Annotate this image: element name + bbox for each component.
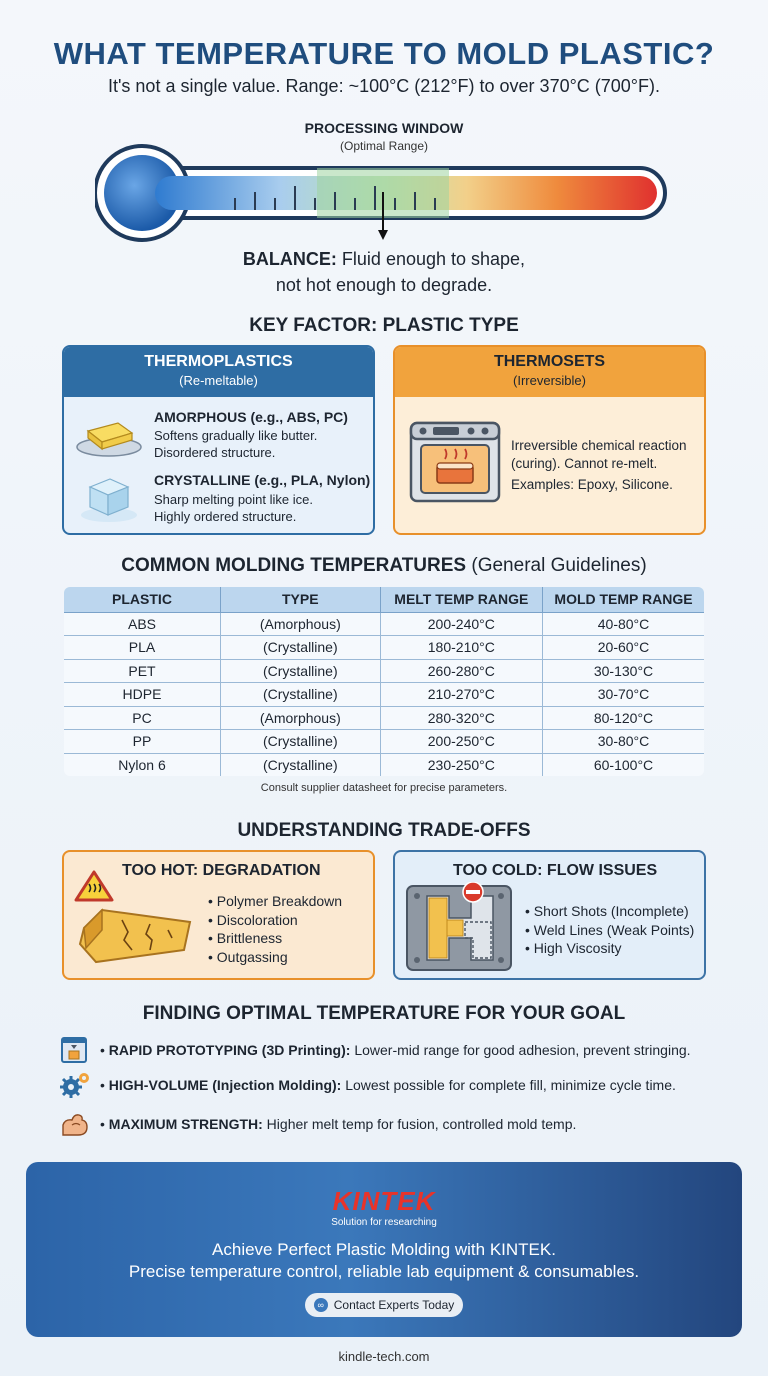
- goal-text: Higher melt temp for fusion, controlled mold temp.: [262, 1116, 577, 1132]
- thermoplastics-card: [62, 345, 375, 535]
- column-header: MOLD TEMP RANGE: [543, 586, 705, 612]
- too-cold-list: [525, 902, 694, 958]
- contact-experts-button[interactable]: [305, 1293, 463, 1317]
- goal-text: Lowest possible for complete fill, minimize cycle time.: [341, 1077, 676, 1093]
- table-cell: PC: [63, 706, 221, 730]
- table-cell: 30-70°C: [543, 683, 705, 707]
- website-link[interactable]: kindle-tech.com: [338, 1349, 430, 1364]
- amorphous-line-1: Softens gradually like butter.: [154, 428, 318, 443]
- table-cell: Nylon 6: [63, 753, 221, 777]
- table-note: Consult supplier datasheet for precise parameters.: [260, 782, 508, 794]
- banner-line-1: Achieve Perfect Plastic Molding with KINTEK.: [212, 1240, 556, 1259]
- table-row: [63, 730, 705, 754]
- goal-item-high-volume: • HIGH-VOLUME (Injection Molding): Lowest possible for complete fill, minimize cycle time.: [60, 1072, 760, 1098]
- balance-text: [0, 246, 768, 298]
- table-cell: (Crystalline): [221, 659, 381, 683]
- molding-temps-table: [62, 585, 706, 778]
- list-item: • Discoloration: [208, 911, 342, 930]
- crystalline-title: CRYSTALLINE (e.g., PLA, Nylon): [154, 472, 371, 488]
- table-cell: 180-210°C: [380, 636, 542, 660]
- logo-tagline: Solution for researching: [331, 1217, 437, 1228]
- table-cell: (Amorphous): [221, 706, 381, 730]
- link-icon: ∞: [314, 1298, 328, 1312]
- list-item: • Weld Lines (Weak Points): [525, 921, 694, 940]
- molding-temps-title: COMMON MOLDING TEMPERATURES: [121, 555, 467, 576]
- table-header-row: [63, 586, 705, 612]
- table-cell: 60-100°C: [543, 753, 705, 777]
- mold-flow-icon: [405, 882, 515, 974]
- oven-icon: [409, 419, 501, 505]
- amorphous-title: AMORPHOUS (e.g., ABS, PC): [154, 409, 348, 425]
- table-cell: (Crystalline): [221, 753, 381, 777]
- column-header: TYPE: [221, 586, 381, 612]
- thermosets-line-2: (curing). Cannot re-melt.: [511, 456, 658, 471]
- table-cell: 200-240°C: [380, 612, 542, 636]
- table-row: [63, 636, 705, 660]
- thermosets-subtitle: (Irreversible): [513, 373, 586, 388]
- molding-temps-title-note: (General Guidelines): [466, 555, 647, 576]
- thermosets-line-1: Irreversible chemical reaction: [511, 438, 687, 453]
- table-cell: HDPE: [63, 683, 221, 707]
- table-cell: (Amorphous): [221, 612, 381, 636]
- list-item: • High Viscosity: [525, 939, 694, 958]
- table-cell: PLA: [63, 636, 221, 660]
- table-cell: (Crystalline): [221, 636, 381, 660]
- column-header: MELT TEMP RANGE: [380, 586, 542, 612]
- table-cell: 280-320°C: [380, 706, 542, 730]
- goal-label: HIGH-VOLUME (Injection Molding):: [108, 1077, 342, 1093]
- table-row: [63, 706, 705, 730]
- goal-item-strength: • MAXIMUM STRENGTH: Higher melt temp for fusion, controlled mold temp.: [60, 1111, 760, 1137]
- column-header: PLASTIC: [63, 586, 221, 612]
- thermoplastics-title: THERMOPLASTICS: [144, 353, 293, 370]
- table-cell: (Crystalline): [221, 730, 381, 754]
- degraded-part-icon: [72, 870, 200, 970]
- crystalline-line-2: Highly ordered structure.: [154, 509, 297, 524]
- too-cold-title: TOO COLD: FLOW ISSUES: [453, 862, 658, 879]
- goal-text: Lower-mid range for good adhesion, prevent stringing.: [350, 1042, 691, 1058]
- too-cold-card: [393, 850, 706, 980]
- thermosets-header: [395, 347, 704, 397]
- banner-line-2: Precise temperature control, reliable lab equipment & consumables.: [128, 1262, 640, 1281]
- list-item: • Short Shots (Incomplete): [525, 902, 694, 921]
- processing-window-subtitle: (Optimal Range): [339, 139, 429, 153]
- table-row: [63, 753, 705, 777]
- table-cell: 40-80°C: [543, 612, 705, 636]
- tradeoffs-section-title: UNDERSTANDING TRADE-OFFS: [237, 820, 531, 841]
- goal-label: RAPID PROTOTYPING (3D Printing):: [108, 1042, 351, 1058]
- list-item: • Brittleness: [208, 929, 342, 948]
- goals-section-title: FINDING OPTIMAL TEMPERATURE FOR YOUR GOAL: [142, 1003, 626, 1024]
- thermoplastics-subtitle: (Re-meltable): [179, 373, 258, 388]
- table-cell: 210-270°C: [380, 683, 542, 707]
- butter-icon: [74, 409, 144, 459]
- page-title: WHAT TEMPERATURE TO MOLD PLASTIC?: [53, 36, 715, 71]
- goal-item-prototyping: • RAPID PROTOTYPING (3D Printing): Lower-mid range for good adhesion, prevent stringing.: [60, 1037, 760, 1063]
- too-hot-list: [208, 892, 342, 966]
- table-cell: ABS: [63, 612, 221, 636]
- table-cell: 30-80°C: [543, 730, 705, 754]
- goal-label: MAXIMUM STRENGTH:: [108, 1116, 263, 1132]
- processing-window-title: PROCESSING WINDOW: [304, 120, 464, 136]
- table-cell: 20-60°C: [543, 636, 705, 660]
- list-item: • Outgassing: [208, 948, 342, 967]
- thermosets-card: [393, 345, 706, 535]
- table-cell: PET: [63, 659, 221, 683]
- table-cell: PP: [63, 730, 221, 754]
- thermosets-line-3: Examples: Epoxy, Silicone.: [511, 477, 673, 492]
- table-row: [63, 659, 705, 683]
- contact-experts-label: Contact Experts Today: [333, 1298, 455, 1312]
- gears-icon: [60, 1072, 90, 1098]
- thermosets-title: THERMOSETS: [493, 353, 606, 370]
- table-row: [63, 612, 705, 636]
- too-hot-title: TOO HOT: DEGRADATION: [122, 862, 321, 879]
- table-cell: 80-120°C: [543, 706, 705, 730]
- table-cell: 200-250°C: [380, 730, 542, 754]
- molding-temps-section-title: [0, 555, 768, 577]
- list-item: • Polymer Breakdown: [208, 892, 342, 911]
- table-cell: 230-250°C: [380, 753, 542, 777]
- balance-label: BALANCE:: [242, 249, 337, 269]
- balance-line-2: not hot enough to degrade.: [275, 275, 493, 295]
- ice-cube-icon: [76, 469, 142, 525]
- table-cell: (Crystalline): [221, 683, 381, 707]
- kintek-logo: KINTEK: [332, 1186, 436, 1216]
- flexed-arm-icon: [60, 1111, 90, 1137]
- too-hot-card: [62, 850, 375, 980]
- table-cell: 260-280°C: [380, 659, 542, 683]
- crystalline-line-1: Sharp melting point like ice.: [154, 492, 313, 507]
- 3d-printer-icon: [60, 1037, 90, 1063]
- balance-line-1: Fluid enough to shape,: [336, 249, 526, 269]
- amorphous-line-2: Disordered structure.: [154, 445, 276, 460]
- thermoplastics-header: [64, 347, 373, 397]
- table-cell: 30-130°C: [543, 659, 705, 683]
- page-subtitle: It's not a single value. Range: ~100°C (212°F) to over 370°C (700°F).: [107, 76, 660, 96]
- plastic-type-section-title: KEY FACTOR: PLASTIC TYPE: [249, 315, 519, 336]
- table-row: [63, 683, 705, 707]
